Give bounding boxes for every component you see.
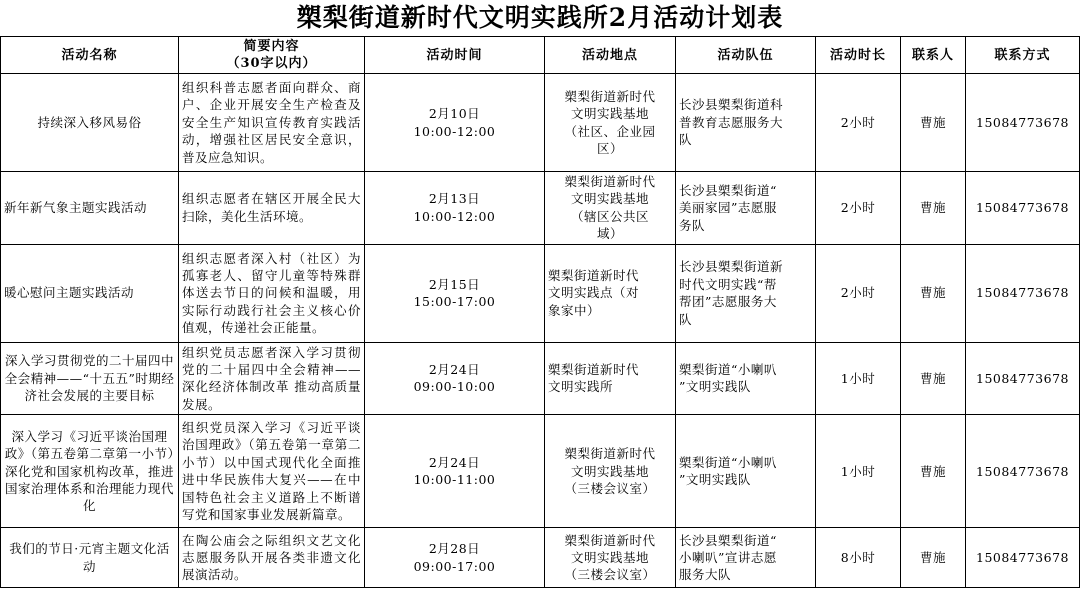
- place-cell: 槊梨街道新时代 文明实践所: [545, 342, 676, 415]
- header-contact-person: 联系人: [901, 37, 966, 74]
- time-cell: [365, 342, 545, 415]
- team-cell: 槊梨街道“小喇叭 ”文明实践队: [676, 342, 816, 415]
- team-cell: 长沙县槊梨街道新 时代文明实践“帮 帮团”志愿服务大 队: [676, 244, 816, 342]
- activity-name-cell: 深入学习《习近平谈治国理政》（第五卷第二章第一小节）深化党和国家机构改革，推进国家治理体系和治理能力现代化: [1, 415, 179, 528]
- table-header-row: [1, 37, 1080, 74]
- summary-cell: 在陶公庙会之际组织文艺文化志愿服务队开展各类非遗文化展演活动。: [179, 528, 365, 588]
- team-cell: 槊梨街道“小喇叭 ”文明实践队: [676, 415, 816, 528]
- place-cell: 槊梨街道新时代 文明实践基地 （三楼会议室）: [545, 415, 676, 528]
- contact-cell: 曹施: [901, 342, 966, 415]
- activity-plan-table: [0, 36, 1080, 588]
- time-cell: [365, 74, 545, 172]
- time-cell: [365, 528, 545, 588]
- header-contact-phone: 联系方式: [966, 37, 1080, 74]
- activity-hours: 10:00-11:00: [413, 472, 496, 488]
- contact-cell: 曹施: [901, 415, 966, 528]
- place-cell: 槊梨街道新时代 文明实践基地 （辖区公共区 域）: [545, 172, 676, 245]
- contact-cell: 曹施: [901, 74, 966, 172]
- activity-hours: 10:00-12:00: [413, 208, 496, 224]
- place-cell: 槊梨街道新时代 文明实践基地 （三楼会议室）: [545, 528, 676, 588]
- duration-cell: 1小时: [816, 342, 901, 415]
- contact-cell: 曹施: [901, 244, 966, 342]
- table-row: [1, 172, 1080, 245]
- phone-cell: 15084773678: [966, 172, 1080, 245]
- table-row: [1, 244, 1080, 342]
- duration-cell: 2小时: [816, 244, 901, 342]
- document-title: 槊梨街道新时代文明实践所2月活动计划表: [296, 3, 784, 32]
- header-activity-duration: 活动时长: [816, 37, 901, 74]
- table-row: [1, 415, 1080, 528]
- activity-date: 2月24日: [428, 454, 481, 470]
- time-cell: [365, 415, 545, 528]
- team-cell: 长沙县槊梨街道“ 美丽家园”志愿服 务队: [676, 172, 816, 245]
- activity-name-cell: 暖心慰问主题实践活动: [1, 244, 179, 342]
- activity-hours: 09:00-17:00: [413, 558, 496, 574]
- activity-date: 2月13日: [428, 191, 481, 207]
- header-activity-time: 活动时间: [365, 37, 545, 74]
- duration-cell: 1小时: [816, 415, 901, 528]
- contact-cell: 曹施: [901, 528, 966, 588]
- place-cell: 槊梨街道新时代 文明实践基地 （社区、企业园 区）: [545, 74, 676, 172]
- activity-name-cell: 新年新气象主题实践活动: [1, 172, 179, 245]
- activity-name-cell: 深入学习贯彻党的二十届四中全会精神——“十五五”时期经济社会发展的主要目标: [1, 342, 179, 415]
- summary-cell: 组织党员志愿者深入学习贯彻党的二十届四中全会精神——深化经济体制改革 推动高质量发展。: [179, 342, 365, 415]
- summary-cell: 组织志愿者深入村（社区）为孤寡老人、留守儿童等特殊群体送去节日的问候和温暖，用实际行动践行社会主义核心价值观，传递社会正能量。: [179, 244, 365, 342]
- team-cell: 长沙县槊梨街道科 普教育志愿服务大 队: [676, 74, 816, 172]
- time-cell: [365, 244, 545, 342]
- table-row: [1, 528, 1080, 588]
- phone-cell: 15084773678: [966, 342, 1080, 415]
- team-cell: 长沙县槊梨街道“ 小喇叭”宣讲志愿 服务大队: [676, 528, 816, 588]
- header-activity-name: 活动名称: [1, 37, 179, 74]
- header-summary: [179, 37, 365, 74]
- phone-cell: 15084773678: [966, 415, 1080, 528]
- header-summary-note: （30字以内）: [226, 56, 317, 71]
- table-row: [1, 342, 1080, 415]
- activity-date: 2月28日: [428, 541, 481, 557]
- activity-hours: 15:00-17:00: [413, 294, 496, 310]
- contact-cell: 曹施: [901, 172, 966, 245]
- summary-cell: 组织科普志愿者面向群众、商户、企业开展安全生产检查及安全生产知识宣传教育实践活动，增强社区居民安全意识，普及应急知识。: [179, 74, 365, 172]
- summary-cell: 组织志愿者在辖区开展全民大扫除，美化生活环境。: [179, 172, 365, 245]
- activity-hours: 09:00-10:00: [413, 379, 496, 395]
- activity-name-cell: 持续深入移风易俗: [1, 74, 179, 172]
- table-row: [1, 74, 1080, 172]
- activity-date: 2月15日: [428, 276, 481, 292]
- activity-hours: 10:00-12:00: [413, 123, 496, 139]
- place-cell: 槊梨街道新时代 文明实践点（对 象家中）: [545, 244, 676, 342]
- duration-cell: 8小时: [816, 528, 901, 588]
- duration-cell: 2小时: [816, 172, 901, 245]
- activity-date: 2月10日: [428, 106, 481, 122]
- activity-name-cell: 我们的节日·元宵主题文化活动: [1, 528, 179, 588]
- activity-date: 2月24日: [428, 362, 481, 378]
- header-summary-label: 简要内容: [243, 39, 300, 54]
- header-activity-place: 活动地点: [545, 37, 676, 74]
- time-cell: [365, 172, 545, 245]
- phone-cell: 15084773678: [966, 528, 1080, 588]
- duration-cell: 2小时: [816, 74, 901, 172]
- summary-cell: 组织党员深入学习《习近平谈治国理政》（第五卷第一章第二小节）以中国式现代化全面推进中华民族伟大复兴——在中国特色社会主义道路上不断谱写党和国家事业发展新篇章。: [179, 415, 365, 528]
- phone-cell: 15084773678: [966, 244, 1080, 342]
- header-activity-team: 活动队伍: [676, 37, 816, 74]
- phone-cell: 15084773678: [966, 74, 1080, 172]
